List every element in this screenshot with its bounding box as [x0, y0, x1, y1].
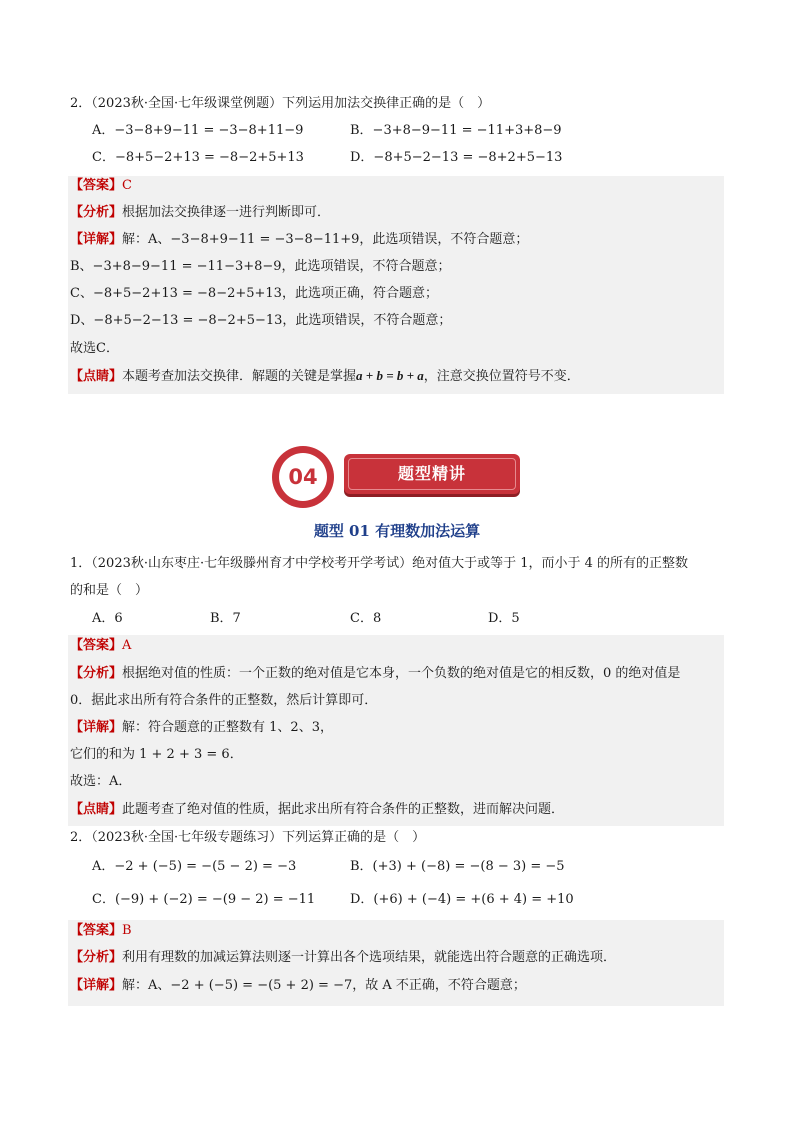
analysis-line: [70, 948, 616, 968]
option-c: C．8: [350, 611, 382, 626]
comment-text: 此题考查了绝对值的性质，据此求出所有符合条件的正整数，进而解决问题．: [122, 802, 565, 817]
option-c: C．−8+5−2+13 = −8−2+5+13: [92, 150, 304, 165]
option-b: B．−3+8−9−11 = −11+3+8−9: [350, 123, 562, 138]
answer-line: [70, 921, 132, 941]
option-a: A．6: [92, 611, 123, 626]
option-d: D．(+6) + (−4) = +(6 + 4) = +10: [350, 892, 574, 907]
comment-text-end: ，注意交换位置符号不变．: [423, 369, 580, 384]
detail-line: [70, 976, 526, 996]
analysis-line: [70, 664, 680, 684]
option-c: C．(−9) + (−2) = −(9 − 2) = −11: [92, 892, 316, 907]
answer-tag: 【答案】: [70, 178, 123, 193]
comment-text: 本题考查加法交换律．解题的关键是掌握: [122, 369, 357, 384]
question-stem-cont: 的和是（ ）: [70, 583, 149, 598]
analysis-text: 根据绝对值的性质：一个正数的绝对值是它本身，一个负数的绝对值是它的相反数，0 的绝对值是: [122, 666, 681, 681]
detail-line: C、−8+5−2+13 = −8−2+5+13，此选项正确，符合题意；: [70, 286, 438, 301]
detail-line: 它们的和为 1 + 2 + 3 = 6．: [70, 747, 243, 762]
analysis-tag: 【分析】: [70, 205, 123, 220]
detail-line: 故选C．: [70, 341, 119, 356]
answer-value: A: [122, 638, 132, 653]
comment-tag: 【点睛】: [70, 369, 123, 384]
answer-value: B: [122, 923, 132, 938]
analysis-text: 利用有理数的加减运算法则逐一计算出各个选项结果，就能选出符合题意的正确选项．: [122, 950, 617, 965]
option-b: B．(+3) + (−8) = −(8 − 3) = −5: [350, 859, 565, 874]
answer-line: [70, 176, 132, 196]
section-number: 04: [288, 465, 318, 489]
detail-tag: 【详解】: [70, 720, 123, 735]
detail-line: B、−3+8−9−11 = −11−3+8−9，此选项错误，不符合题意；: [70, 259, 451, 274]
detail-text: 解：符合题意的正整数有 1、2、3，: [122, 720, 333, 735]
comment-line: [70, 800, 564, 820]
detail-tag: 【详解】: [70, 978, 123, 993]
section-banner-text: 题型精讲: [397, 464, 466, 483]
option-b: B．7: [210, 611, 241, 626]
analysis-tag: 【分析】: [70, 666, 123, 681]
section-title: 题型 01 有理数加法运算: [313, 522, 481, 540]
detail-tag: 【详解】: [70, 232, 123, 247]
detail-line: D、−8+5−2−13 = −8−2+5−13，此选项错误，不符合题意；: [70, 313, 452, 328]
detail-text: 解：A、−2 + (−5) = −(5 + 2) = −7，故 A 不正确，不符合题意；: [122, 978, 526, 993]
question-stem: 2．（2023秋·全国·七年级课堂例题）下列运用加法交换律正确的是（ ）: [70, 96, 491, 111]
option-a: A．−2 + (−5) = −(5 − 2) = −3: [92, 859, 297, 874]
analysis-line: [70, 203, 330, 223]
analysis-line-cont: 0．据此求出所有符合条件的正整数，然后计算即可．: [70, 693, 378, 708]
detail-line: [70, 230, 528, 250]
section-header: [272, 446, 524, 506]
comment-tag: 【点睛】: [70, 802, 123, 817]
detail-text: 解：A、−3−8+9−11 = −3−8−11+9，此选项错误，不符合题意；: [122, 232, 529, 247]
question-stem: 2．（2023秋·全国·七年级专题练习）下列运算正确的是（ ）: [70, 830, 426, 845]
detail-line: [70, 718, 333, 738]
option-d: D．5: [488, 611, 520, 626]
analysis-tag: 【分析】: [70, 950, 123, 965]
option-a: A．−3−8+9−11 = −3−8+11−9: [92, 123, 304, 138]
question-stem: 1．（2023秋·山东枣庄·七年级滕州育才中学校考开学考试）绝对值大于或等于 1，而小于 4 的所有的正整数: [70, 556, 689, 571]
section-banner: [344, 454, 520, 494]
option-d: D．−8+5−2−13 = −8+2+5−13: [350, 150, 563, 165]
comment-line: [70, 366, 580, 387]
comment-formula: a + b = b + a: [356, 368, 424, 383]
answer-value: C: [122, 178, 132, 193]
answer-line: [70, 636, 131, 656]
answer-tag: 【答案】: [70, 638, 123, 653]
answer-tag: 【答案】: [70, 923, 123, 938]
analysis-text: 根据加法交换律逐一进行判断即可．: [122, 205, 331, 220]
detail-line: 故选：A．: [70, 774, 132, 789]
